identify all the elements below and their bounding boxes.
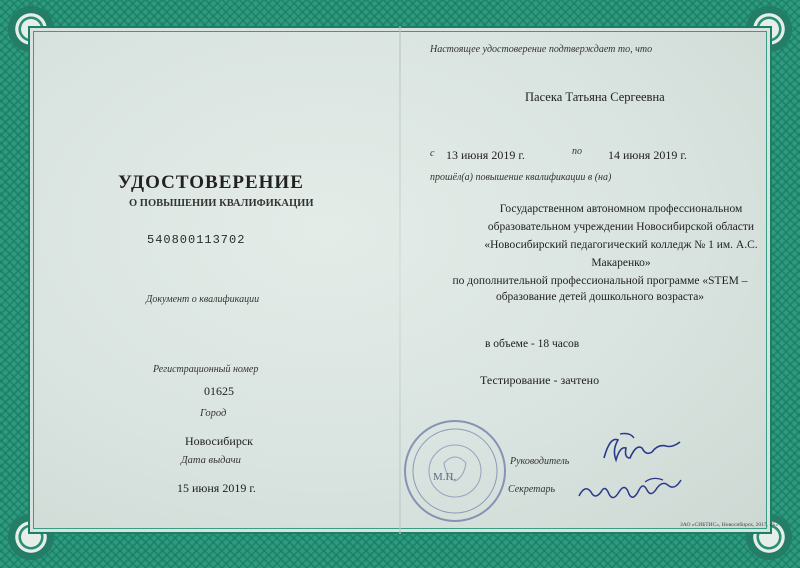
passed-text: прошёл(а) повышение квалификации в (на)	[430, 172, 612, 183]
institution-name: Государственном автономном профессиональном образовательном учреждении Новосибирской области «Новосибирский педагогический колледж № 1 им. А.С. Макаренко»	[484, 203, 758, 269]
head-signature-icon	[598, 428, 688, 472]
secretary-label: Секретарь	[508, 484, 556, 495]
confirm-text: Настоящее удостоверение подтверждает то, что	[430, 44, 653, 55]
testing-result: Тестирование - зачтено	[480, 373, 600, 387]
document-type: Документ о квалификации	[146, 294, 260, 305]
to-date: 14 июня 2019 г.	[608, 148, 687, 162]
holder-name: Пасека Татьяна Сергеевна	[525, 90, 665, 104]
registration-number: 01625	[204, 384, 234, 398]
program-name: по дополнительной профессиональной программе «STEM – образование детей дошкольного возраста»	[452, 275, 748, 303]
city-label: Город	[200, 408, 227, 419]
document-number: 540800113702	[147, 233, 246, 247]
document-title: УДОСТОВЕРЕНИЕ	[118, 172, 304, 193]
course-volume: в объеме - 18 часов	[485, 338, 580, 350]
registration-label: Регистрационный номер	[153, 364, 259, 375]
from-date: 13 июня 2019 г.	[446, 148, 525, 162]
from-label: с	[430, 148, 435, 159]
issue-date-value: 15 июня 2019 г.	[177, 481, 256, 495]
secretary-signature-icon	[575, 474, 685, 510]
document-subtitle: О ПОВЫШЕНИИ КВАЛИФИКАЦИИ	[129, 198, 314, 209]
to-label: по	[572, 146, 582, 157]
issue-date-label: Дата выдачи	[181, 455, 241, 466]
head-label: Руководитель	[510, 456, 570, 467]
printer-note: ЗАО «СИБТИС», Новосибирск, 2017, «Б»	[680, 522, 779, 528]
stamp-label: М.П.	[433, 471, 457, 483]
city-value: Новосибирск	[185, 434, 253, 448]
fold-line	[399, 26, 401, 534]
